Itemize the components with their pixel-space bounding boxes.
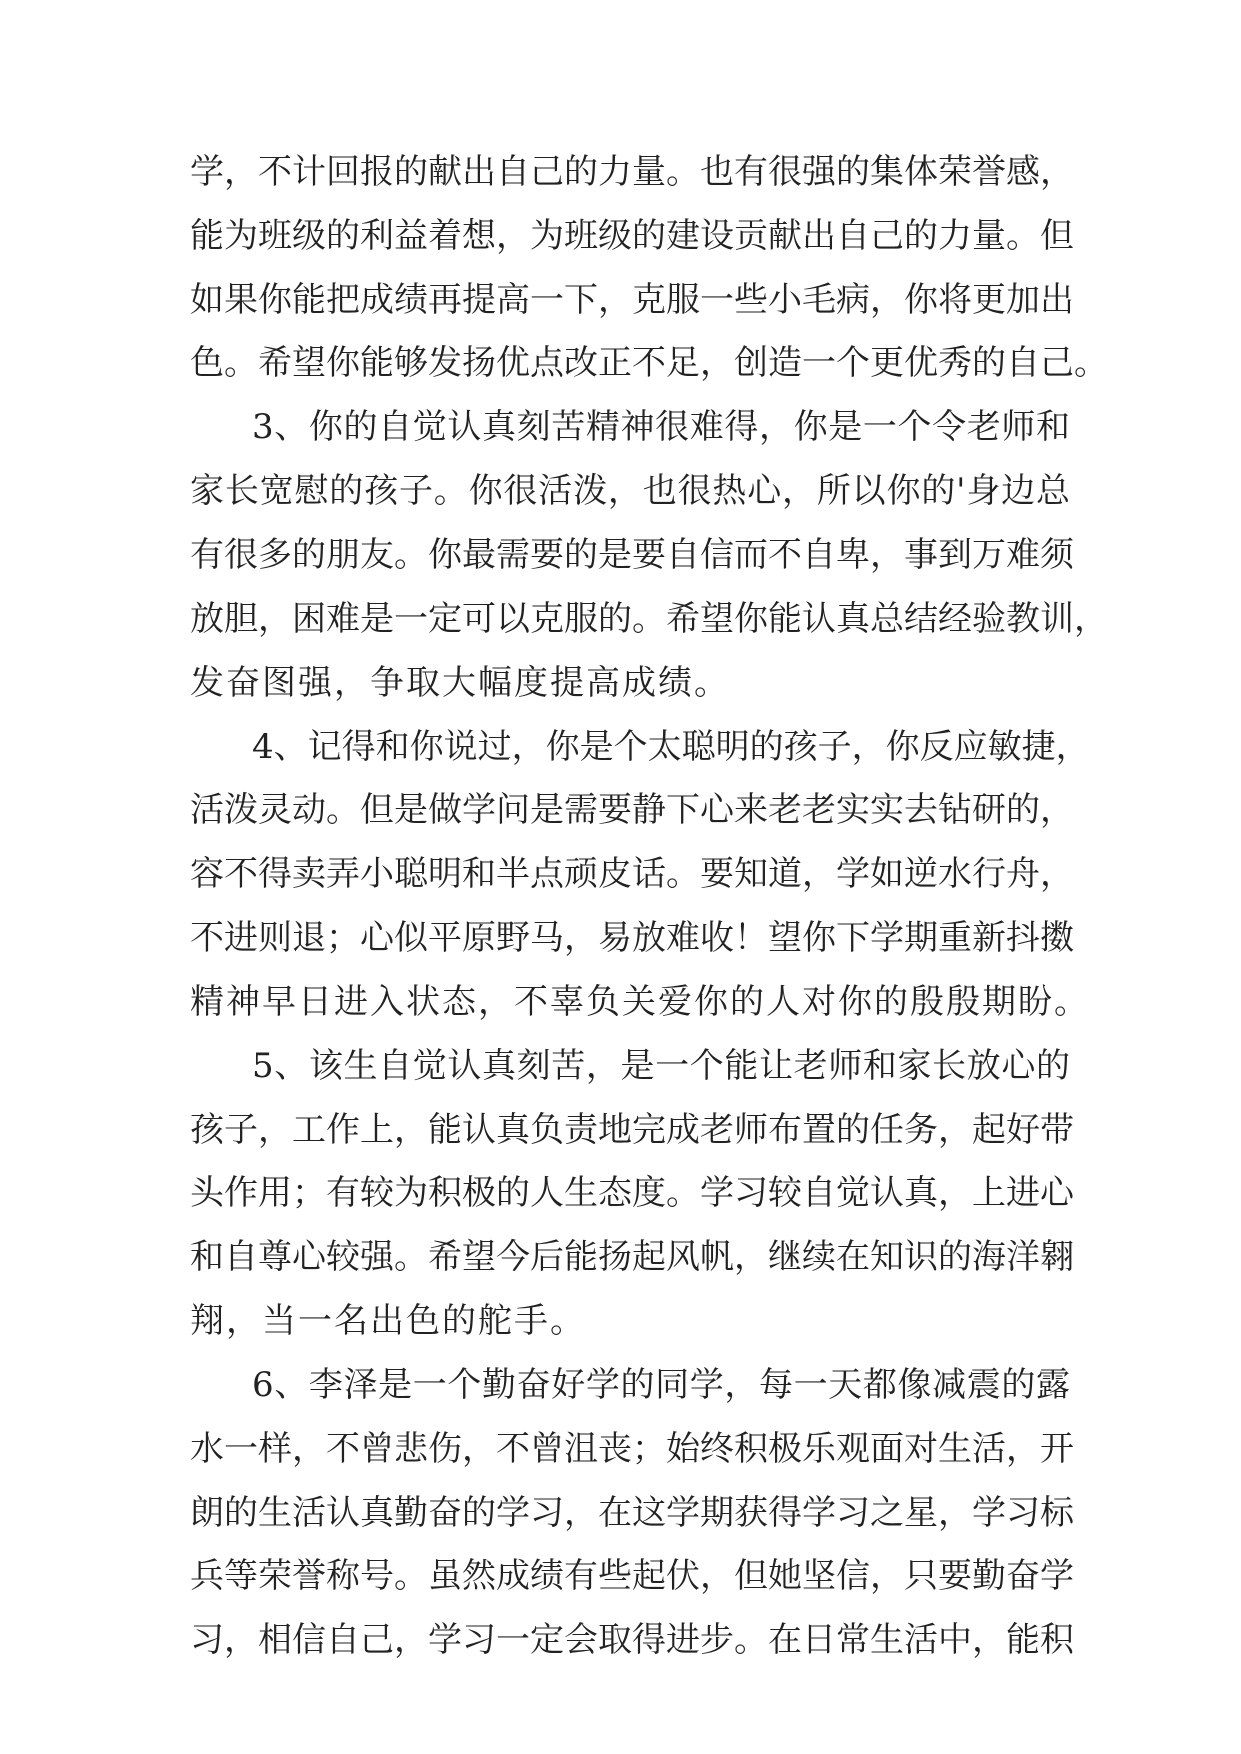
- text-line: 学，不计回报的献出自己的力量。也有很强的集体荣誉感，: [190, 152, 1074, 192]
- text-line: 放胆，困难是一定可以克服的。希望你能认真总结经验教训，: [190, 599, 1108, 639]
- text-line: 兵等荣誉称号。虽然成绩有些起伏，但她坚信，只要勤奋学: [190, 1556, 1074, 1596]
- text-line: 能为班级的利益着想，为班级的建设贡献出自己的力量。但: [190, 216, 1074, 256]
- text-line: 色。希望你能够发扬优点改正不足，创造一个更优秀的自己。: [190, 343, 1108, 383]
- text-line: 活泼灵动。但是做学问是需要静下心来老老实实去钻研的，: [190, 790, 1074, 830]
- paragraph-3-first-line: 3、你的自觉认真刻苦精神很难得，你是一个令老师和: [252, 407, 1070, 447]
- paragraph-6-first-line: 6、李泽是一个勤奋好学的同学，每一天都像减震的露: [252, 1365, 1070, 1405]
- text-line: 和自尊心较强。希望今后能扬起风帆，继续在知识的海洋翱: [190, 1237, 1074, 1277]
- text-line: 孩子，工作上，能认真负责地完成老师布置的任务，起好带: [190, 1110, 1074, 1150]
- text-line: 翔，当一名出色的舵手。: [190, 1301, 586, 1341]
- text-line: 精神早日进入状态，不辜负关爱你的人对你的殷殷期盼。: [190, 982, 1090, 1022]
- text-line: 水一样，不曾悲伤，不曾沮丧；始终积极乐观面对生活，开: [190, 1429, 1074, 1469]
- text-line: 头作用；有较为积极的人生态度。学习较自觉认真，上进心: [190, 1173, 1074, 1213]
- text-line: 不进则退；心似平原野马，易放难收！望你下学期重新抖擞: [190, 918, 1074, 958]
- text-line: 习，相信自己，学习一定会取得进步。在日常生活中，能积: [190, 1620, 1074, 1660]
- text-line: 家长宽慰的孩子。你很活泼，也很热心，所以你的'身边总: [190, 471, 1070, 511]
- text-line: 有很多的朋友。你最需要的是要自信而不自卑，事到万难须: [190, 535, 1074, 575]
- text-line: 容不得卖弄小聪明和半点顽皮话。要知道，学如逆水行舟，: [190, 854, 1074, 894]
- text-line: 如果你能把成绩再提高一下，克服一些小毛病，你将更加出: [190, 280, 1074, 320]
- paragraph-5-first-line: 5、该生自觉认真刻苦，是一个能让老师和家长放心的: [252, 1046, 1070, 1086]
- paragraph-4-first-line: 4、记得和你说过，你是个太聪明的孩子，你反应敏捷，: [252, 727, 1090, 767]
- text-line: 发奋图强，争取大幅度提高成绩。: [190, 663, 730, 703]
- text-line: 朗的生活认真勤奋的学习，在这学期获得学习之星，学习标: [190, 1493, 1074, 1533]
